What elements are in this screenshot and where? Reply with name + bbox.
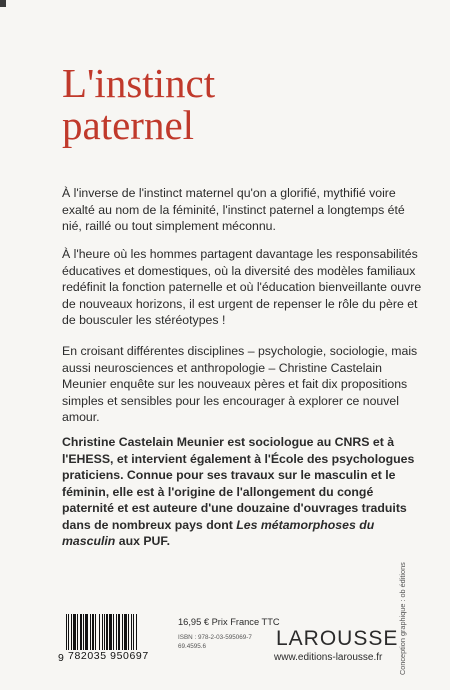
design-credit: Conception graphique : ob éditions bbox=[398, 562, 407, 675]
isbn-barcode bbox=[58, 614, 164, 664]
author-bio-end: aux PUF. bbox=[115, 534, 170, 548]
isbn-info bbox=[178, 633, 252, 651]
corner-mark bbox=[0, 0, 6, 7]
barcode-bars bbox=[66, 614, 162, 650]
blurb-paragraph-2: À l'heure où les hommes partagent davantage les responsabilités éducatives et domestiques, où la diversité des modèles familiaux redéfinit la fonction paternelle et où l'éducation bienveillante ouvre de nouveaux horizons, il est urgent de repenser le rôle du père et de bousculer les stéréotypes ! bbox=[62, 247, 422, 327]
author-name: Christine Castelain Meunier bbox=[62, 435, 224, 449]
author-bio-text: est sociologue au CNRS et à l'EHESS, et intervient également à l'École des psychologues praticiens. Connue pour ses travaux sur le masculin et le féminin, elle est à l'origine de l'allongement du congé paternité et est auteure d'une douzaine d'ouvrages traduits dans de nombreux pays dont bbox=[62, 435, 415, 532]
internal-code: 69.4595.6 bbox=[178, 643, 207, 650]
price-label: 16,95 € Prix France TTC bbox=[178, 617, 280, 627]
author-bio bbox=[62, 434, 422, 550]
referenced-book-title: Les métamorphoses du masculin bbox=[62, 517, 375, 548]
blurb-paragraph-3: En croisant différentes disciplines – psychologie, sociologie, mais aussi neurosciences et anthropologie – Christine Castelain Meunier enquête sur les nouveaux pères et fait dix propositions simples et sensibles pour les encourager à explorer ce nouvel amour. bbox=[62, 344, 418, 424]
publisher-logo: LAROUSSE bbox=[276, 627, 399, 650]
title-line-2: paternel bbox=[62, 102, 195, 148]
title-line-1: L'instinct bbox=[62, 60, 216, 106]
barcode-digits: 782035 950697 bbox=[68, 650, 149, 662]
barcode-lead-digit: 9 bbox=[58, 652, 64, 664]
barcode-bar bbox=[137, 614, 138, 650]
publisher-website: www.editions-larousse.fr bbox=[274, 652, 383, 663]
book-title bbox=[62, 62, 215, 146]
blurb-paragraph-1: À l'inverse de l'instinct maternel qu'on a glorifié, mythifié voire exalté au nom de la féminité, l'instinct paternel a longtemps été nié, raillé ou tout simplement méconnu. bbox=[62, 186, 405, 233]
isbn-number: ISBN : 978-2-03-595069-7 bbox=[178, 634, 252, 641]
